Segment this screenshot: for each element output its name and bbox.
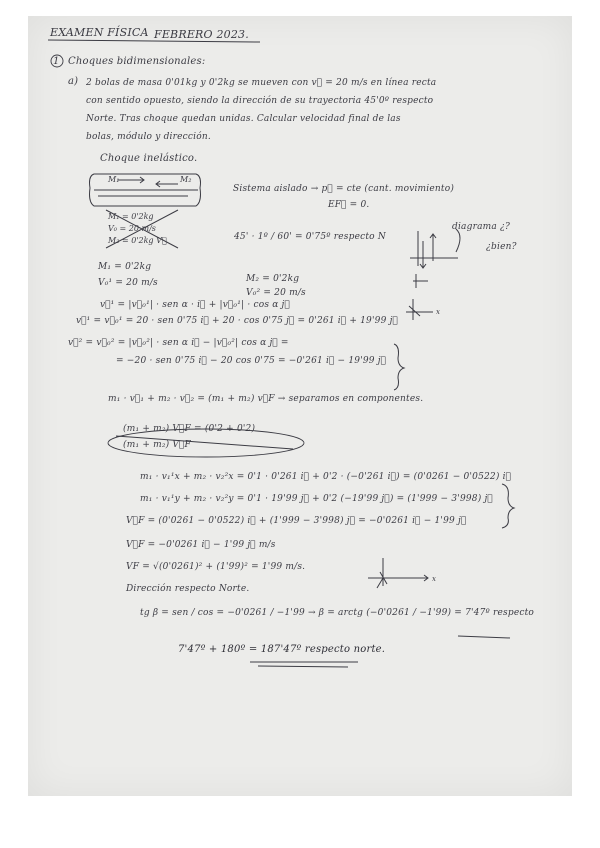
system-line-1: Sistema aislado → p⃗ = cte (cant. movimiento) [233, 184, 455, 194]
svg-text:x: x [436, 308, 440, 316]
data-v1: V₀¹ = 20 m/s [98, 278, 158, 288]
equation-y-component: m₁ · v₁¹y + m₂ · v₂²y = 0'1 · 19'99 j⃗ + 0'2 (−19'99 j⃗) = (1'999 − 3'998) j⃗ [140, 494, 493, 504]
equation-crossed-1: (m₁ + m₂) V⃗F = (0'2 + 0'2) [123, 424, 256, 434]
svg-text:x: x [432, 575, 436, 583]
problem-number: 1 [53, 56, 60, 67]
equation-v1-general: v⃗¹ = |v⃗₀¹| · sen α · i⃗ + |v⃗₀¹| · cos α j⃗ [100, 300, 290, 310]
exam-sheet [28, 16, 572, 796]
equation-v2-value: = −20 · sen 0'75 i⃗ − 20 cos 0'75 = −0'261 i⃗ − 19'99 j⃗ [116, 356, 387, 366]
statement-line-2: con sentido opuesto, siendo la dirección de su trayectoria 45'0º respecto [86, 96, 434, 106]
equation-v1-value: v⃗¹ = v⃗₀¹ = 20 · sen 0'75 i⃗ + 20 · cos 0'75 j⃗ = 0'261 i⃗ + 19'99 j⃗ [76, 316, 398, 326]
equation-final-velocity: V⃗F = (0'0261 − 0'0522) i⃗ + (1'999 − 3'998) j⃗ = −0'0261 i⃗ − 1'99 j⃗ [126, 516, 467, 526]
crossed-note-2: V₀ = 20 m/s [108, 224, 156, 233]
direction-label: Dirección respecto Norte. [126, 584, 250, 594]
equation-v2-general: v⃗² = v⃗₀² = |v⃗₀²| · sen α i⃗ − |v⃗₀²| cos α j⃗ = [68, 338, 289, 348]
direction-tangent: tg β = sen / cos = −0'0261 / −1'99 → β = arctg (−0'0261 / −1'99) = 7'47º respecto [140, 608, 535, 618]
problem-heading: Choques bidimensionales: [68, 56, 206, 67]
equation-momentum: m₁ · v⃗₁ + m₂ · v⃗₂ = (m₁ + m₂) v⃗F → separamos en componentes. [108, 394, 424, 404]
statement-line-1: 2 bolas de masa 0'01kg y 0'2kg se mueven con v⃗ = 20 m/s en línea recta [86, 78, 437, 88]
data-m2: M₂ = 0'2kg [246, 274, 300, 284]
equation-x-component: m₁ · v₁¹x + m₂ · v₂²x = 0'1 · 0'261 i⃗ + 0'2 · (−0'261 i⃗) = (0'0261 − 0'0522) i⃗ [140, 472, 512, 482]
diagram-note-2: ¿bien? [486, 242, 517, 252]
subtitle-inelastic: Choque inelástico. [100, 153, 198, 164]
equation-modulus: VF = √(0'0261)² + (1'99)² = 1'99 m/s. [126, 562, 306, 572]
statement-line-4: bolas, módulo y dirección. [86, 132, 211, 142]
direction-final-answer: 7'47º + 180º = 187'47º respecto norte. [178, 644, 386, 655]
equation-crossed-2: (m₁ + m₂) V⃗F [123, 440, 191, 450]
m2-label: M₂ [180, 175, 192, 184]
diagram-note: diagrama ¿? [452, 222, 511, 232]
data-v2: V₀² = 20 m/s [246, 288, 306, 298]
system-line-2: EF⃗ = 0. [328, 200, 370, 210]
crossed-note-1: M₁ = 0'2kg [108, 212, 154, 221]
part-a-label: a) [68, 76, 79, 87]
equation-final-velocity-clean: V⃗F = −0'0261 i⃗ − 1'99 j⃗ m/s [126, 540, 276, 550]
m1-label: M₁ [108, 175, 120, 184]
data-m1: M₁ = 0'2kg [98, 262, 152, 272]
crossed-note-3: M₂ = 0'2kg V⃗ [108, 236, 167, 245]
exam-title: EXAMEN FÍSICA [50, 26, 149, 39]
exam-date: FEBRERO 2023. [154, 28, 249, 41]
statement-line-3: Norte. Tras choque quedan unidas. Calcular velocidad final de las [86, 114, 401, 124]
handwritten-drawings [28, 16, 572, 796]
angle-conversion: 45' · 1º / 60' = 0'75º respecto N [234, 232, 386, 242]
